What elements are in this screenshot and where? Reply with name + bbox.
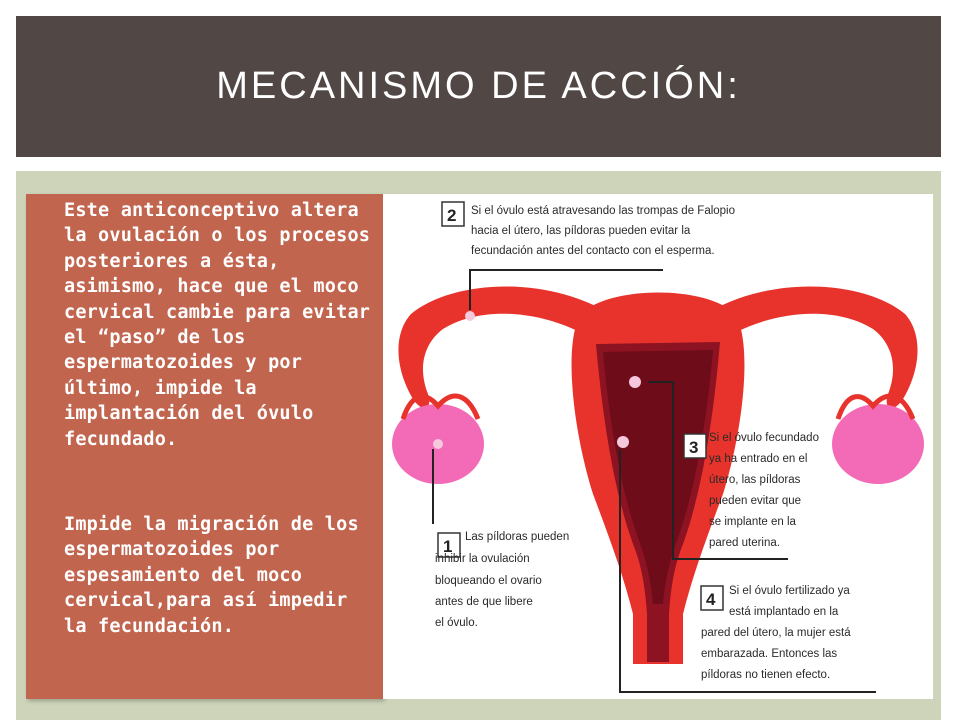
label-4 — [701, 585, 851, 681]
title-bar — [16, 16, 941, 157]
label-2-line-2: hacia el útero, las píldoras pueden evitar la — [471, 225, 691, 237]
label-4-line-2: está implantado en la — [729, 606, 839, 618]
label-1-number: 1 — [443, 537, 453, 556]
label-3-line-6: pared uterina. — [709, 537, 780, 549]
label-1-line-4: antes de que libere — [435, 596, 533, 608]
label-4-line-3: pared del útero, la mujer está — [701, 627, 851, 639]
label-3-line-1: Si el óvulo fecundado — [709, 432, 819, 444]
label-1-line-2: inhibir la ovulación — [435, 553, 530, 565]
label-4-line-1: Si el óvulo fertilizado ya — [729, 585, 850, 597]
label-3-number: 3 — [689, 438, 699, 457]
label-4-number: 4 — [706, 590, 716, 609]
uterus-illustration — [383, 194, 933, 699]
label-1 — [435, 531, 569, 629]
label-3-line-4: pueden evitar que — [709, 495, 802, 507]
label-1-line-5: el óvulo. — [435, 617, 478, 629]
uterus-diagram — [383, 194, 933, 699]
label-4-line-4: embarazada. Entonces las — [701, 648, 838, 660]
label-2 — [442, 202, 735, 257]
label-2-line-1: Si el óvulo está atravesando las trompas de Falopio — [471, 205, 736, 217]
label-2-number: 2 — [447, 206, 457, 225]
label-2-line-3: fecundación antes del contacto con el esperma. — [471, 245, 715, 257]
label-4-line-5: píldoras no tienen efecto. — [701, 669, 831, 681]
label-3-line-3: útero, las píldoras — [709, 474, 801, 486]
paragraph-2: Impide la migración de los espermatozoides por espesamiento del moco cervical,para así impedir la fecundación. — [64, 514, 359, 637]
label-1-line-1: Las píldoras pueden — [465, 531, 570, 543]
paragraph-1: Este anticonceptivo altera la ovulación o los procesos posteriores a ésta, asimismo, hace que el moco cervical cambie para evitar el “paso” de los espermatozoides y por último, impide la implantación del óvulo fecundado. — [64, 200, 371, 450]
label-3-line-5: se implante en la — [709, 516, 796, 528]
label-1-line-3: bloqueando el ovario — [435, 575, 542, 587]
label-3-line-2: ya ha entrado en el — [709, 453, 808, 465]
slide-title: MECANISMO DE ACCIÓN: — [216, 65, 741, 107]
